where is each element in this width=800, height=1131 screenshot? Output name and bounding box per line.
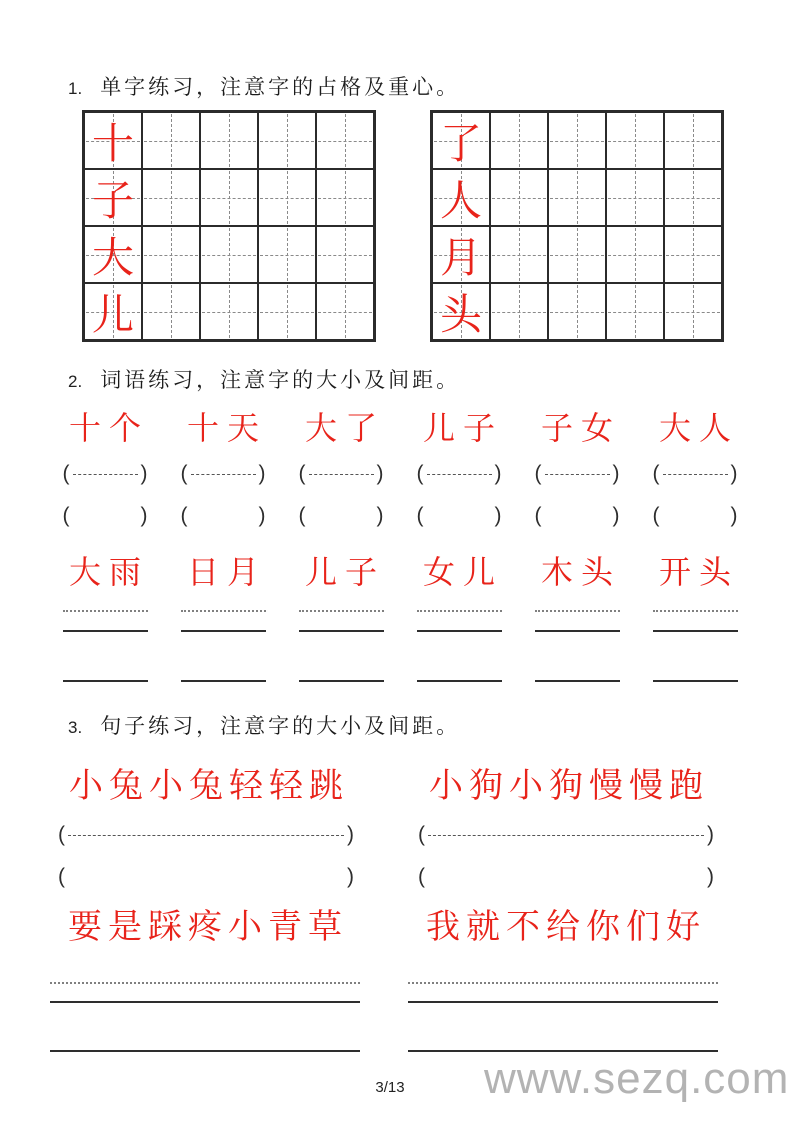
grid-cell xyxy=(142,169,200,226)
word-column xyxy=(532,551,622,682)
grid-cell xyxy=(142,112,200,169)
sentence-column xyxy=(408,902,718,1052)
answer-parens-dashed xyxy=(63,461,148,487)
grid-cell xyxy=(316,169,374,226)
grid-cell xyxy=(316,112,374,169)
grid-cell xyxy=(548,283,606,340)
close-paren: ) xyxy=(376,462,384,485)
grid-cell xyxy=(606,226,664,283)
answer-parens-blank xyxy=(653,503,738,529)
grid-cell xyxy=(432,226,490,283)
open-paren: ( xyxy=(180,504,188,527)
writing-line-solid xyxy=(653,630,738,632)
grid-cell xyxy=(432,169,490,226)
open-paren: ( xyxy=(652,504,660,527)
word-column xyxy=(650,407,740,529)
word-column xyxy=(414,407,504,529)
writing-line-solid xyxy=(417,680,502,682)
practice-sentence: 小兔小兔轻轻跳 xyxy=(69,766,349,806)
close-paren: ) xyxy=(730,462,738,485)
writing-line-solid xyxy=(653,680,738,682)
grid-cell xyxy=(432,112,490,169)
open-paren: ( xyxy=(298,504,306,527)
practice-word: 儿子 xyxy=(422,409,503,447)
writing-line-dotted xyxy=(653,610,738,612)
answer-parens-dashed xyxy=(418,822,714,848)
dashed-fill-line xyxy=(427,474,492,475)
writing-line-solid xyxy=(50,1050,360,1052)
grid-cell xyxy=(606,283,664,340)
watermark: www.sezq.com xyxy=(484,1054,790,1103)
writing-line-solid xyxy=(63,630,148,632)
answer-parens-dashed xyxy=(299,461,384,487)
open-paren: ( xyxy=(418,823,425,846)
practice-word: 日月 xyxy=(186,553,267,591)
writing-line-solid xyxy=(299,630,384,632)
open-paren: ( xyxy=(62,504,70,527)
model-character: 十 xyxy=(91,118,134,168)
close-paren: ) xyxy=(140,504,148,527)
open-paren: ( xyxy=(58,823,65,846)
practice-grid-right xyxy=(430,110,724,342)
open-paren: ( xyxy=(180,462,188,485)
answer-parens-blank xyxy=(418,864,714,890)
model-character: 儿 xyxy=(91,289,134,339)
dashed-fill-line xyxy=(68,835,344,836)
writing-line-solid xyxy=(535,630,620,632)
grid-cell xyxy=(606,169,664,226)
dashed-fill-line xyxy=(663,474,728,475)
writing-line-dotted xyxy=(535,610,620,612)
practice-word: 儿子 xyxy=(304,553,385,591)
grid-cell xyxy=(606,112,664,169)
word-column xyxy=(296,407,386,529)
section-1-number: 1. xyxy=(68,79,83,98)
grid-cell xyxy=(200,169,258,226)
grid-cell xyxy=(84,169,142,226)
writing-line-solid xyxy=(408,1001,718,1003)
writing-line-dotted xyxy=(181,610,266,612)
section-3-number: 3. xyxy=(68,718,83,737)
word-column xyxy=(532,407,622,529)
answer-parens-blank xyxy=(299,503,384,529)
writing-line-dotted xyxy=(417,610,502,612)
word-column xyxy=(650,551,740,682)
grid-cell xyxy=(84,112,142,169)
practice-sentence: 我就不给你们好 xyxy=(426,907,706,947)
answer-parens-dashed xyxy=(653,461,738,487)
sentence-column xyxy=(58,762,354,890)
sentence-column xyxy=(50,902,360,1052)
writing-line-solid xyxy=(50,1001,360,1003)
writing-line-solid xyxy=(299,680,384,682)
grid-cell xyxy=(316,226,374,283)
writing-line-solid xyxy=(181,630,266,632)
grid-cell xyxy=(258,169,316,226)
grid-cell xyxy=(258,226,316,283)
practice-sentence: 小狗小狗慢慢跑 xyxy=(429,766,709,806)
open-paren: ( xyxy=(298,462,306,485)
word-column xyxy=(414,551,504,682)
practice-word: 子女 xyxy=(540,409,621,447)
practice-word: 大人 xyxy=(658,409,739,447)
writing-line-dotted xyxy=(63,610,148,612)
model-character: 月 xyxy=(439,232,482,282)
close-paren: ) xyxy=(612,504,620,527)
open-paren: ( xyxy=(418,865,425,888)
writing-line-dotted xyxy=(50,982,360,984)
close-paren: ) xyxy=(347,823,354,846)
model-character: 人 xyxy=(439,175,482,225)
grid-cell xyxy=(664,226,722,283)
model-character: 子 xyxy=(91,175,134,225)
open-paren: ( xyxy=(652,462,660,485)
close-paren: ) xyxy=(730,504,738,527)
grid-cell xyxy=(258,112,316,169)
grid-cell xyxy=(316,283,374,340)
word-column xyxy=(296,551,386,682)
grid-cell xyxy=(432,283,490,340)
open-paren: ( xyxy=(534,462,542,485)
answer-parens-dashed xyxy=(417,461,502,487)
dashed-fill-line xyxy=(428,835,704,836)
writing-line-solid xyxy=(417,630,502,632)
practice-word: 十个 xyxy=(68,409,149,447)
answer-parens-blank xyxy=(58,864,354,890)
practice-word: 大雨 xyxy=(68,553,149,591)
dashed-fill-line xyxy=(73,474,138,475)
grid-cell xyxy=(548,112,606,169)
grid-cell xyxy=(664,112,722,169)
model-character: 大 xyxy=(91,232,134,282)
word-column xyxy=(178,551,268,682)
practice-word: 大了 xyxy=(304,409,385,447)
sentence-row-parens xyxy=(58,762,714,890)
grid-cell xyxy=(200,112,258,169)
sentence-row-lines xyxy=(50,902,718,1052)
grid-cell xyxy=(664,283,722,340)
grid-cell xyxy=(664,169,722,226)
grid-cell xyxy=(84,226,142,283)
practice-word: 木头 xyxy=(540,553,621,591)
answer-parens-blank xyxy=(63,503,148,529)
grid-cell xyxy=(84,283,142,340)
close-paren: ) xyxy=(347,865,354,888)
section-1-heading xyxy=(68,71,460,101)
word-row-lines xyxy=(60,551,740,682)
close-paren: ) xyxy=(258,462,266,485)
answer-parens-dashed xyxy=(535,461,620,487)
grid-cell xyxy=(490,112,548,169)
close-paren: ) xyxy=(612,462,620,485)
grid-cell xyxy=(548,169,606,226)
writing-line-solid xyxy=(535,680,620,682)
dashed-fill-line xyxy=(545,474,610,475)
grid-cell xyxy=(490,169,548,226)
open-paren: ( xyxy=(58,865,65,888)
section-2-number: 2. xyxy=(68,372,83,391)
section-3-heading xyxy=(68,710,460,740)
open-paren: ( xyxy=(534,504,542,527)
close-paren: ) xyxy=(494,462,502,485)
close-paren: ) xyxy=(258,504,266,527)
section-3-title: 句子练习，注意字的大小及间距。 xyxy=(100,714,461,738)
word-column xyxy=(178,407,268,529)
writing-line-solid xyxy=(181,680,266,682)
answer-parens-dashed xyxy=(58,822,354,848)
grid-cell xyxy=(548,226,606,283)
close-paren: ) xyxy=(707,865,714,888)
word-column xyxy=(60,551,150,682)
writing-line-dotted xyxy=(299,610,384,612)
grid-cell xyxy=(258,283,316,340)
sentence-column xyxy=(418,762,714,890)
model-character: 了 xyxy=(439,118,482,168)
open-paren: ( xyxy=(416,462,424,485)
close-paren: ) xyxy=(707,823,714,846)
writing-line-solid xyxy=(408,1050,718,1052)
section-2-title: 词语练习，注意字的大小及间距。 xyxy=(100,368,461,392)
grid-cell xyxy=(200,226,258,283)
grid-cell xyxy=(200,283,258,340)
practice-word: 女儿 xyxy=(422,553,503,591)
answer-parens-blank xyxy=(181,503,266,529)
grid-cell xyxy=(142,283,200,340)
close-paren: ) xyxy=(376,504,384,527)
answer-parens-dashed xyxy=(181,461,266,487)
writing-line-solid xyxy=(63,680,148,682)
dashed-fill-line xyxy=(191,474,256,475)
practice-grid-left xyxy=(82,110,376,342)
section-2-heading xyxy=(68,364,460,394)
answer-parens-blank xyxy=(535,503,620,529)
word-row-parens xyxy=(60,407,740,529)
open-paren: ( xyxy=(416,504,424,527)
section-1-title: 单字练习，注意字的占格及重心。 xyxy=(100,75,461,99)
dashed-fill-line xyxy=(309,474,374,475)
word-column xyxy=(60,407,150,529)
page-number: 3/13 xyxy=(375,1079,405,1096)
close-paren: ) xyxy=(140,462,148,485)
close-paren: ) xyxy=(494,504,502,527)
practice-sentence: 要是踩疼小青草 xyxy=(68,907,348,947)
practice-word: 开头 xyxy=(658,553,739,591)
answer-parens-blank xyxy=(417,503,502,529)
grid-cell xyxy=(142,226,200,283)
grid-cell xyxy=(490,283,548,340)
grid-cell xyxy=(490,226,548,283)
writing-line-dotted xyxy=(408,982,718,984)
open-paren: ( xyxy=(62,462,70,485)
model-character: 头 xyxy=(439,289,482,339)
practice-word: 十天 xyxy=(186,409,267,447)
